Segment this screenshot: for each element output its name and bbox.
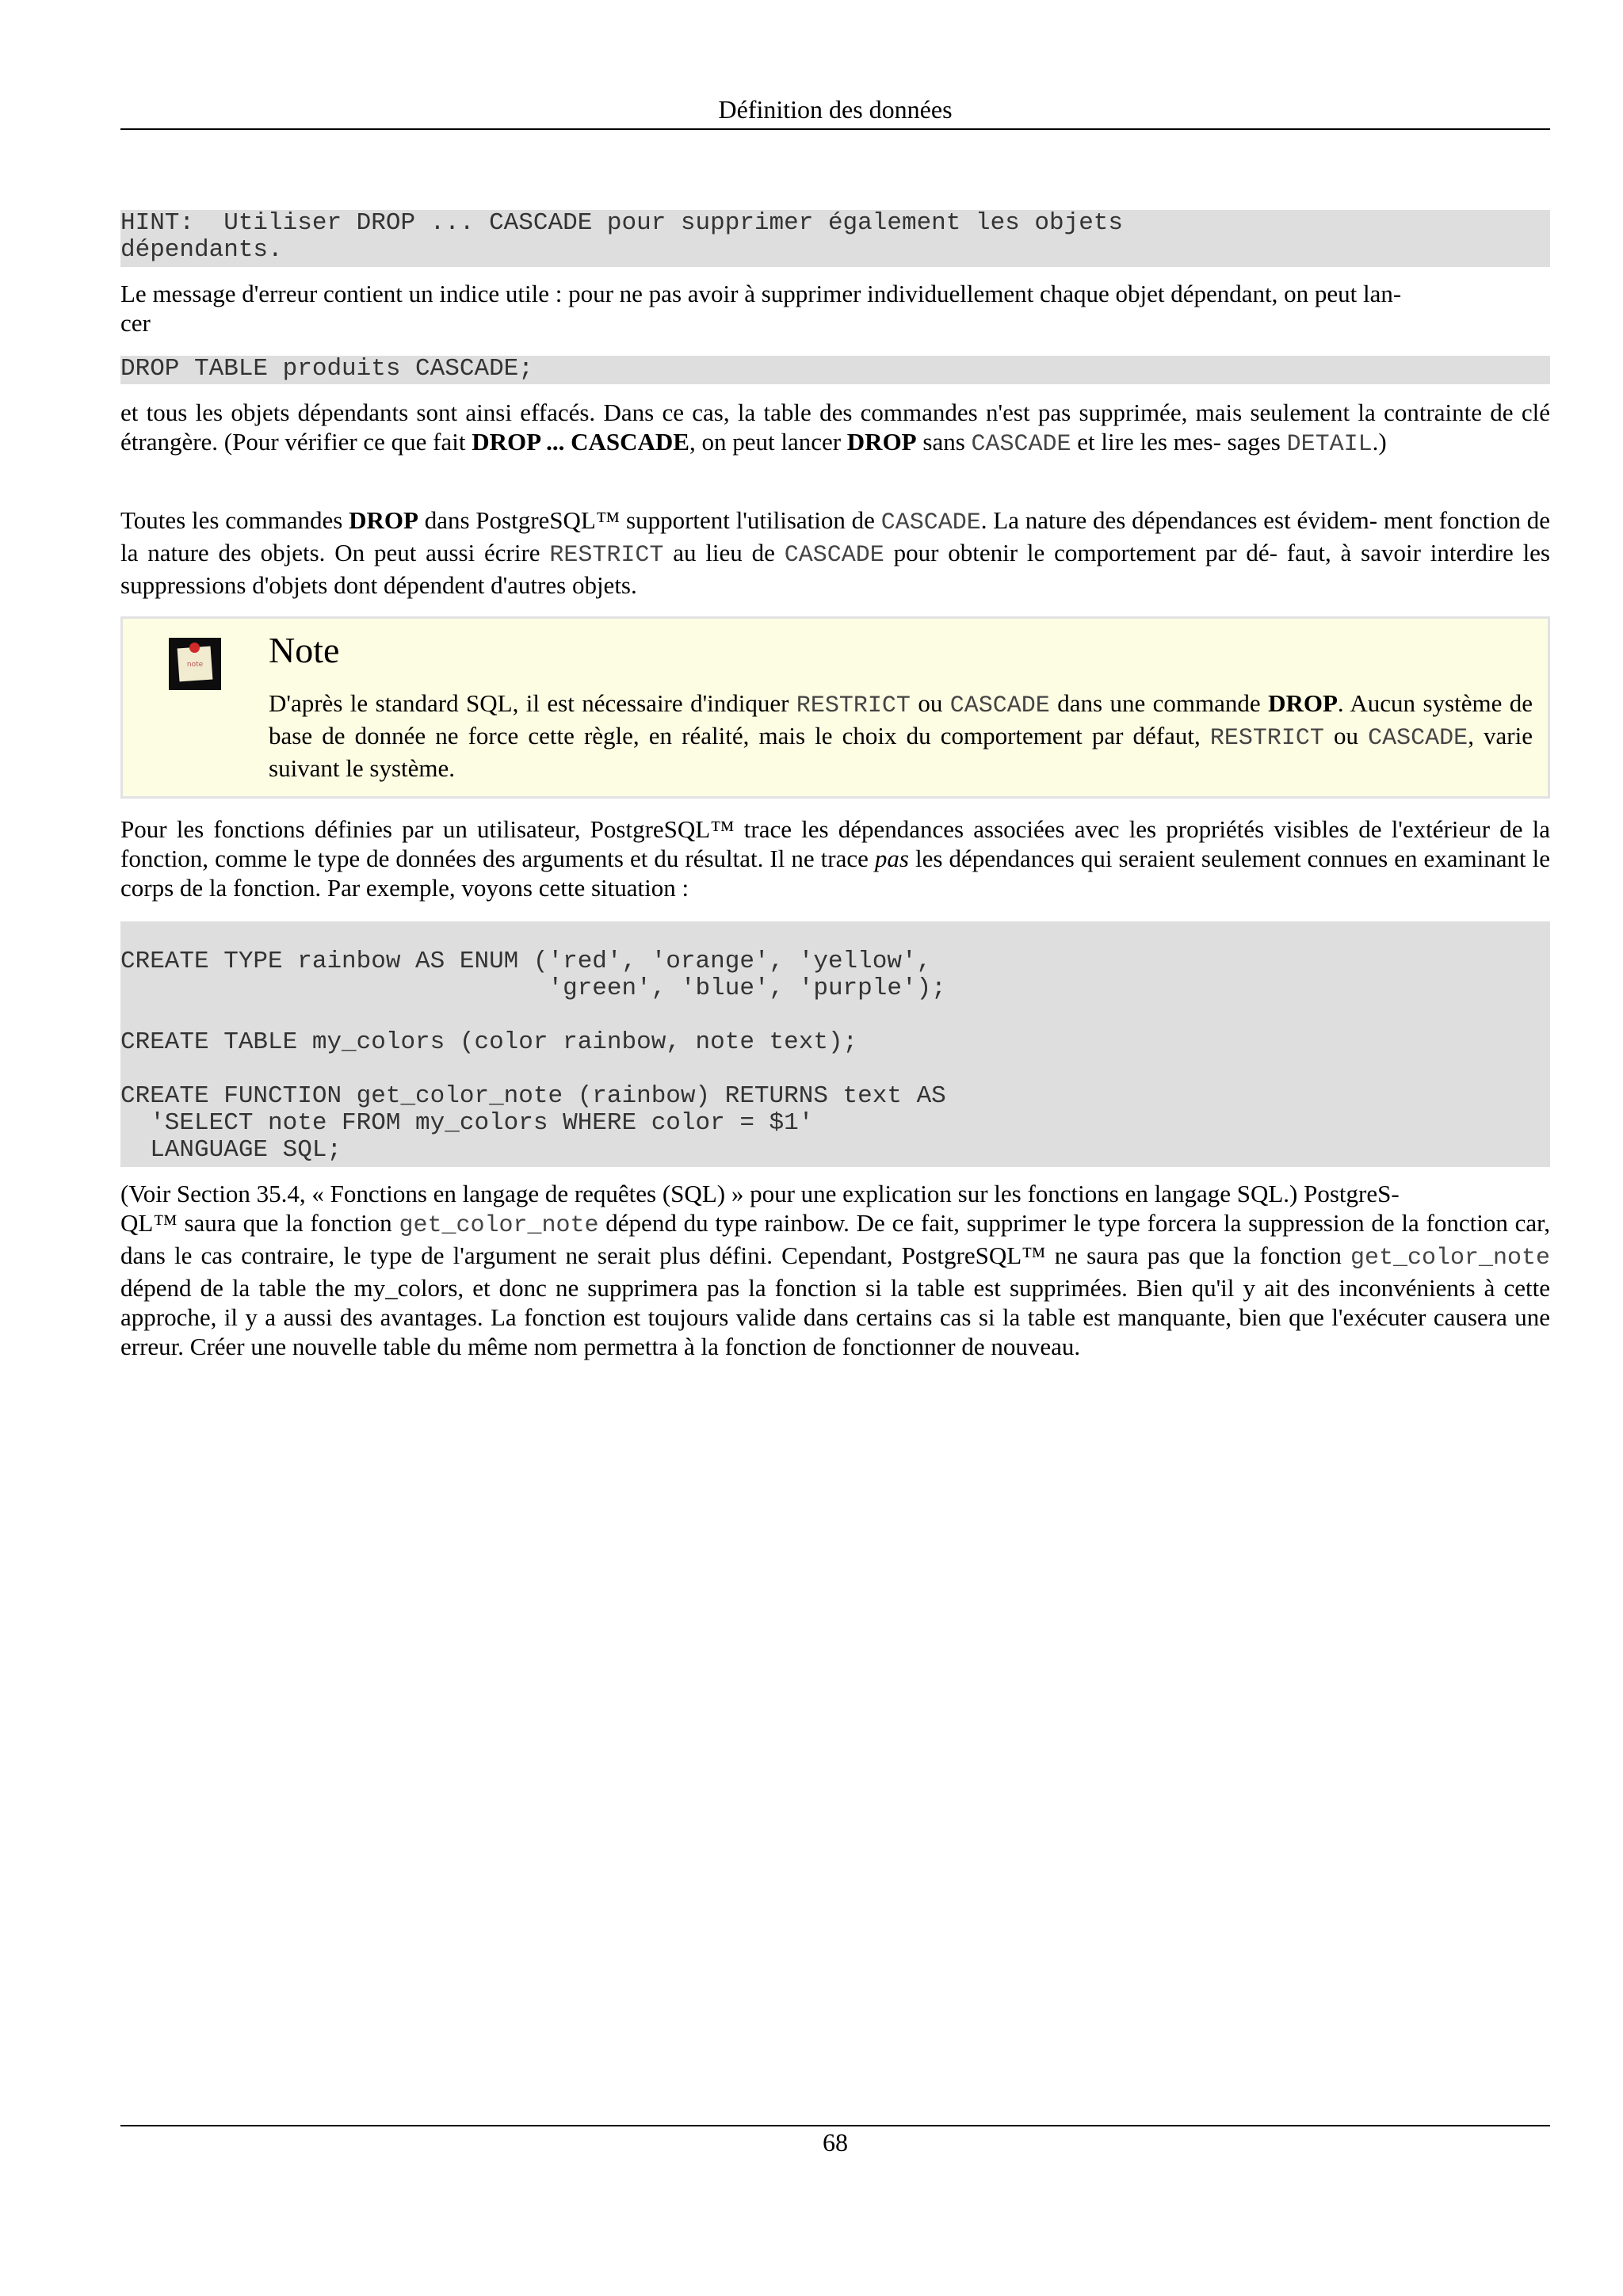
note-icon-label: note bbox=[186, 661, 204, 669]
page-number: 68 bbox=[823, 2128, 848, 2157]
example-code-block: CREATE TYPE rainbow AS ENUM ('red', 'orange', 'yellow', 'green', 'blue', 'purple'); CREATE TABLE my_colors (color rainbow, note text); CREATE FUNCTION get_color_note (rainbow) RETURNS text AS 'SELECT note FROM my_colors WHERE color = $1' LANGUAGE SQL; bbox=[120, 921, 1550, 1167]
hint-code-block: HINT: Utiliser DROP ... CASCADE pour supprimer également les objets dépendants. bbox=[120, 210, 1550, 267]
note-icon bbox=[169, 638, 221, 690]
note-admonition bbox=[120, 616, 1550, 799]
paragraph-error-hint: Le message d'erreur contient un indice utile : pour ne pas avoir à supprimer individuellement chaque objet dépendant, on peut lan- cer bbox=[120, 280, 1402, 337]
paragraph-drop-commands: Toutes les commandes DROP dans PostgreSQL™ supportent l'utilisation de CASCADE. La nature des dépendances est évidem- ment fonction de la nature des objets. On peut aussi écrire RESTRICT au lieu de CASCADE pour obtenir le comportement par dé- faut, à savoir interdire les suppressions d'objets dont dépendent d'autres objets. bbox=[120, 506, 1550, 599]
note-text: D'après le standard SQL, il est nécessaire d'indiquer RESTRICT ou CASCADE dans une commande DROP. Aucun système de base de donnée ne force cette règle, en réalité, mais le choix du comportement par défaut, RESTRICT ou CASCADE, varie suivant le système. bbox=[269, 689, 1533, 782]
pushpin-icon bbox=[189, 643, 200, 653]
note-title: Note bbox=[269, 630, 340, 670]
paragraph-function-dependencies: Pour les fonctions définies par un utilisateur, PostgreSQL™ trace les dépendances associées avec les propriétés visibles de l'extérieur de la fonction, comme le type de données des arguments et du résultat. Il ne trace pas les dépendances qui seraient seulement connues en examinant le corps de la fonction. Par exemple, voyons cette situation : bbox=[120, 815, 1551, 902]
header-rule bbox=[120, 128, 1550, 130]
drop-cascade-code-block: DROP TABLE produits CASCADE; bbox=[120, 356, 1550, 384]
running-header: Définition des données bbox=[718, 95, 953, 124]
paragraph-function-explanation: (Voir Section 35.4, « Fonctions en langage de requêtes (SQL) » pour une explication sur les fonctions en langage SQL.) PostgreS- QL™ saura que la fonction get_color_note dépend du type rainbow. De ce fait, supprimer le type forcera la suppression de la fonction car, dans le cas contraire, le type de l'argument ne serait plus défini. Cependant, PostgreSQL™ ne saura pas que la fonction get_color_note dépend de la table the my_colors, et donc ne supprimera pas la fonction si la table est supprimées. Bien qu'il y ait des inconvénients à cette approche, il y a aussi des avantages. La fonction est toujours valide dans certains cas si la table est manquante, bien que l'exécuter causera une erreur. Créer une nouvelle table du même nom permettra à la fonction de fonctionner de nouveau. bbox=[120, 1180, 1550, 1360]
paragraph-cascade-effect: et tous les objets dépendants sont ainsi effacés. Dans ce cas, la table des commandes n'est pas supprimée, mais seulement la contrainte de clé étrangère. (Pour vérifier ce que fait DROP ... CASCADE, on peut lancer DROP sans CASCADE et lire les mes- sages DETAIL.) bbox=[120, 399, 1550, 458]
